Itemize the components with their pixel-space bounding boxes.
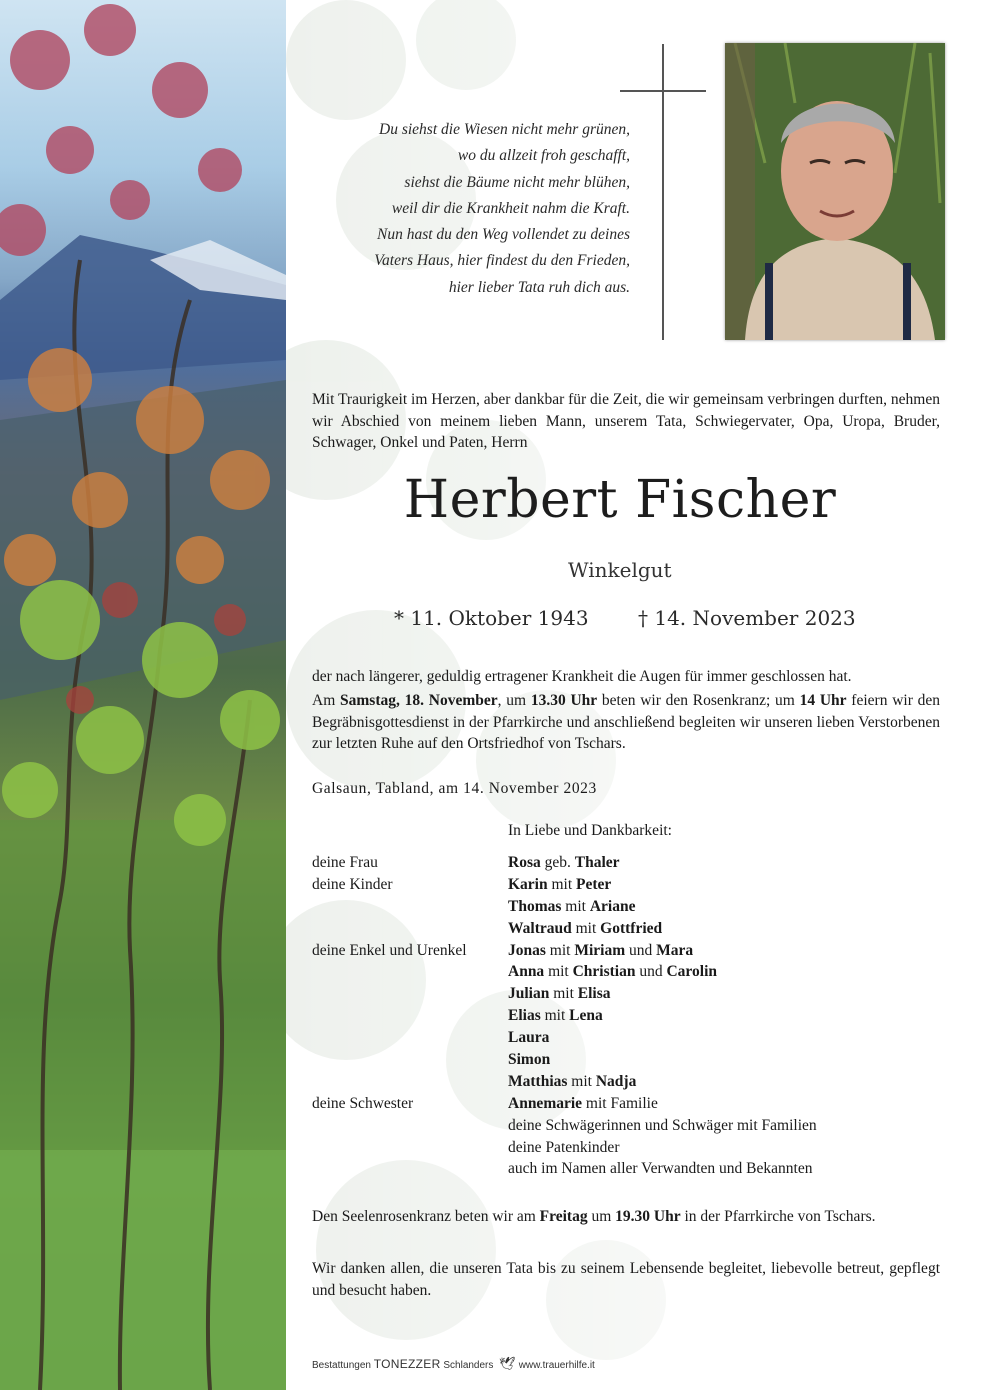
funeral-text: beten wir den Rosenkranz; um bbox=[597, 692, 800, 709]
rosary-text: Den Seelenrosenkranz beten wir am bbox=[312, 1208, 540, 1225]
dove-icon: 🕊 bbox=[499, 1356, 516, 1371]
poem-line: hier lieber Tata ruh dich aus. bbox=[448, 278, 630, 296]
relative-names bbox=[508, 1005, 603, 1027]
portrait-photo bbox=[725, 43, 945, 340]
relative-names bbox=[508, 1115, 817, 1137]
family-row bbox=[312, 896, 940, 918]
connector-text: mit bbox=[571, 919, 601, 937]
footer-website[interactable]: www.trauerhilfe.it bbox=[518, 1360, 595, 1371]
relative-name: Anna bbox=[508, 963, 545, 981]
relative-names bbox=[508, 1093, 658, 1115]
deceased-name: Herbert Fischer bbox=[403, 470, 837, 530]
relative-name: Annemarie bbox=[508, 1094, 583, 1112]
thanks-heading: In Liebe und Dankbarkeit: bbox=[508, 822, 672, 839]
landscape-photo bbox=[0, 0, 286, 1390]
relative-name: Thomas bbox=[508, 897, 562, 915]
rosary-text: um bbox=[587, 1208, 616, 1225]
family-row bbox=[312, 1115, 940, 1137]
relative-name: Mara bbox=[656, 941, 694, 959]
relative-name: Gottfried bbox=[600, 919, 663, 937]
relative-name: Elisa bbox=[577, 985, 611, 1003]
funeral-text: Am bbox=[312, 692, 341, 709]
funeral-text: feiern wir den Begräbnisgottesdienst in der Pfarrkirche und anschließend begleiten wir unseren lieben Verstorbenen zur letzten Ruhe auf den Ortsfriedhof von Tschars. bbox=[312, 692, 940, 752]
relative-name: Waltraud bbox=[508, 919, 572, 937]
relative-name: Peter bbox=[576, 875, 612, 893]
relative-names bbox=[508, 1071, 636, 1093]
relative-names bbox=[508, 940, 693, 962]
poem-line: siehst die Bäume nicht mehr blühen, bbox=[404, 173, 630, 191]
family-row bbox=[312, 1005, 940, 1027]
relative-name: Matthias bbox=[508, 1072, 568, 1090]
relative-name: Rosa bbox=[508, 854, 541, 871]
relative-name: Carolin bbox=[666, 963, 718, 981]
connector-text: mit bbox=[544, 963, 573, 981]
rosary-day: Freitag bbox=[539, 1208, 588, 1225]
relative-name: Miriam bbox=[574, 941, 626, 959]
connector-text: deine Schwägerinnen und Schwäger mit Familien bbox=[508, 1116, 817, 1134]
funeral-day: Samstag, 18. November bbox=[340, 692, 498, 709]
rosary-hour: 19.30 Uhr bbox=[615, 1208, 681, 1225]
family-row bbox=[312, 983, 940, 1005]
footer bbox=[312, 1356, 712, 1372]
connector-text: deine Patenkinder bbox=[508, 1138, 620, 1156]
funeral-text: , um bbox=[497, 692, 531, 709]
family-row bbox=[312, 1027, 940, 1049]
relative-name: Karin bbox=[508, 875, 548, 893]
relative-name: Ariane bbox=[589, 897, 636, 915]
relative-name: Elias bbox=[508, 1007, 541, 1025]
poem-line: wo du allzeit froh geschafft, bbox=[457, 147, 630, 165]
relative-names bbox=[508, 918, 662, 940]
rosary-time: 13.30 Uhr bbox=[530, 692, 598, 709]
relative-name: Christian bbox=[572, 963, 636, 981]
relative-names bbox=[508, 1027, 549, 1049]
connector-text: auch im Namen aller Verwandten und Bekannten bbox=[508, 1160, 813, 1178]
relative-name: Nadja bbox=[595, 1072, 637, 1090]
connector-text: mit Familie bbox=[582, 1094, 658, 1112]
relative-names bbox=[508, 874, 611, 896]
relative-names bbox=[508, 961, 717, 983]
family-row bbox=[312, 1049, 940, 1071]
family-row bbox=[312, 1071, 940, 1093]
funeral-paragraph bbox=[312, 690, 940, 755]
connector-text: mit bbox=[545, 941, 575, 959]
funeral-home-brand: TONEZZER bbox=[373, 1357, 441, 1371]
connector-text: geb. bbox=[540, 854, 575, 871]
birth-date: * 11. Oktober 1943 bbox=[394, 606, 589, 630]
portrait-illustration bbox=[725, 43, 945, 340]
family-list bbox=[312, 852, 940, 1180]
residence-name: Winkelgut bbox=[568, 558, 672, 582]
family-row bbox=[312, 940, 940, 962]
relative-names bbox=[508, 1049, 550, 1071]
relative-name: Jonas bbox=[508, 941, 546, 959]
relative-names bbox=[508, 1158, 812, 1180]
memorial-poem bbox=[300, 117, 630, 301]
footer-suffix: Schlanders bbox=[443, 1360, 494, 1371]
family-row bbox=[312, 874, 940, 896]
rosary-text: in der Pfarrkirche von Tschars. bbox=[680, 1208, 876, 1225]
relative-names bbox=[508, 1137, 619, 1159]
death-date: † 14. November 2023 bbox=[638, 606, 856, 630]
family-row bbox=[312, 961, 940, 983]
relative-name: Lena bbox=[569, 1007, 603, 1025]
mass-time: 14 Uhr bbox=[799, 692, 847, 709]
cross-horizontal-line bbox=[620, 90, 706, 92]
relative-name: Julian bbox=[508, 985, 550, 1003]
relative-name: Laura bbox=[508, 1029, 550, 1047]
rosary-paragraph bbox=[312, 1206, 940, 1228]
relation-label: deine Kinder bbox=[312, 875, 393, 893]
relation-label: deine Enkel und Urenkel bbox=[312, 941, 467, 959]
connector-text: mit bbox=[549, 985, 578, 1003]
connector-text: und bbox=[635, 963, 667, 981]
poem-line: weil dir die Krankheit nahm die Kraft. bbox=[391, 199, 630, 217]
connector-text: und bbox=[625, 941, 657, 959]
relation-label: deine Schwester bbox=[312, 1094, 414, 1112]
poem-line: Vaters Haus, hier findest du den Frieden, bbox=[374, 252, 630, 270]
poem-line: Du siehst die Wiesen nicht mehr grünen, bbox=[379, 121, 630, 138]
closing-sentence: der nach längerer, geduldig ertragener Krankheit die Augen für immer geschlossen hat. bbox=[312, 668, 852, 685]
relation-label: deine Frau bbox=[312, 854, 378, 871]
cross-vertical-line bbox=[662, 44, 664, 340]
family-row bbox=[312, 918, 940, 940]
dateline: Galsaun, Tabland, am 14. November 2023 bbox=[312, 780, 597, 797]
family-row bbox=[312, 1093, 940, 1115]
connector-text: mit bbox=[540, 1007, 570, 1025]
intro-paragraph: Mit Traurigkeit im Herzen, aber dankbar für die Zeit, die wir gemeinsam verbringen durften, nehmen wir Abschied von meinem lieben Mann, unserem Tata, Schwiegervater, Opa, Uropa, Bruder, Schwager, Onkel und Paten, Herrn bbox=[312, 391, 940, 451]
autumn-trees-illustration bbox=[0, 0, 286, 1390]
connector-text: mit bbox=[547, 875, 577, 893]
family-row bbox=[312, 852, 940, 874]
relative-names bbox=[508, 852, 620, 874]
family-row bbox=[312, 1158, 940, 1180]
poem-line: Nun hast du den Weg vollendet zu deines bbox=[377, 226, 630, 244]
connector-text: mit bbox=[567, 1072, 596, 1090]
footer-prefix: Bestattungen bbox=[312, 1360, 371, 1371]
connector-text: mit bbox=[561, 897, 590, 915]
relative-name: Simon bbox=[508, 1051, 551, 1069]
family-row bbox=[312, 1137, 940, 1159]
relative-name: Thaler bbox=[574, 854, 620, 871]
gratitude-paragraph: Wir danken allen, die unseren Tata bis zu seinem Lebensende begleitet, liebevolle betreut, gepflegt und besucht haben. bbox=[312, 1260, 940, 1299]
relative-names bbox=[508, 983, 611, 1005]
relative-names bbox=[508, 896, 635, 918]
